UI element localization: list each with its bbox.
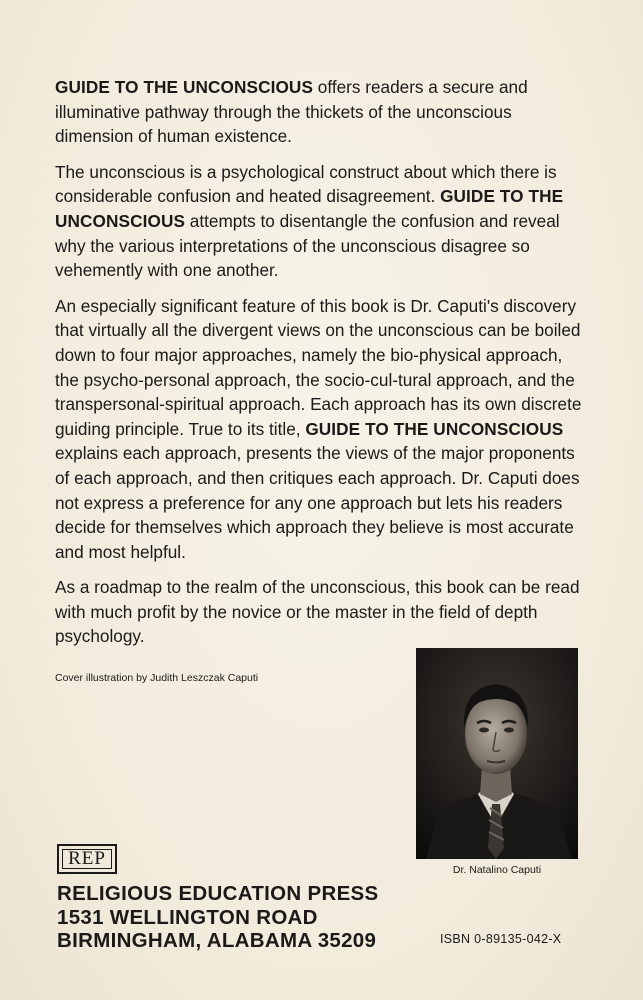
paragraph-text: As a roadmap to the realm of the unconscious, this book can be read with much profit by the novice or the master in the field of depth psychology. bbox=[55, 577, 580, 647]
publisher-logo-text: REP bbox=[68, 848, 106, 869]
cover-credit: Cover illustration by Judith Leszczak Caputi bbox=[55, 672, 259, 684]
publisher-name: RELIGIOUS EDUCATION PRESS bbox=[57, 882, 379, 905]
blurb-text bbox=[55, 75, 590, 660]
publisher-address bbox=[57, 882, 379, 953]
blurb-paragraph-1 bbox=[55, 75, 590, 149]
paragraph-text: An especially significant feature of this book is Dr. Caputi's discovery that virtually all the divergent views on the unconscious can be boiled down to four major approaches, namely the bio-physical approach, the psycho-personal approach, the socio-cul-tural approach, and the transpersonal-spiritual approach. Each approach has its own discrete guiding principle. True to its title, bbox=[55, 295, 582, 439]
paragraph-text: attempts to disentangle the confusion and reveal why the various interpretations of the unconscious disagree so vehemently with one another. bbox=[55, 210, 560, 281]
blurb-paragraph-4 bbox=[55, 575, 590, 649]
paragraph-text: explains each approach, presents the views of the major proponents of each approach, and then critiques each approach. Dr. Caputi does not express a preference for any one approach but lets his readers decide for themselves which approach they believe is most accurate and most helpful. bbox=[55, 443, 580, 562]
logo-inner-border bbox=[62, 849, 112, 869]
blurb-paragraph-3 bbox=[55, 294, 590, 565]
author-photo bbox=[416, 648, 578, 859]
book-title: GUIDE TO THE UNCONSCIOUS bbox=[55, 77, 314, 97]
publisher-logo bbox=[57, 844, 117, 874]
publisher-street: 1531 WELLINGTON ROAD bbox=[57, 905, 318, 929]
blurb-paragraph-2 bbox=[55, 160, 590, 283]
publisher-city: BIRMINGHAM, ALABAMA 35209 bbox=[57, 929, 377, 952]
paragraph-text: The unconscious is a psychological construct about which there is considerable confusion and heated disagreement. bbox=[55, 161, 557, 207]
book-title: GUIDE TO THE UNCONSCIOUS bbox=[55, 186, 564, 231]
isbn: ISBN 0-89135-042-X bbox=[440, 932, 562, 946]
book-title: GUIDE TO THE UNCONSCIOUS bbox=[305, 418, 564, 439]
author-photo-caption: Dr. Natalino Caputi bbox=[452, 864, 542, 876]
author-portrait-image bbox=[416, 648, 578, 859]
paragraph-text: offers readers a secure and illuminative pathway through the thickets of the unconscious dimension of human existence. bbox=[55, 77, 528, 147]
